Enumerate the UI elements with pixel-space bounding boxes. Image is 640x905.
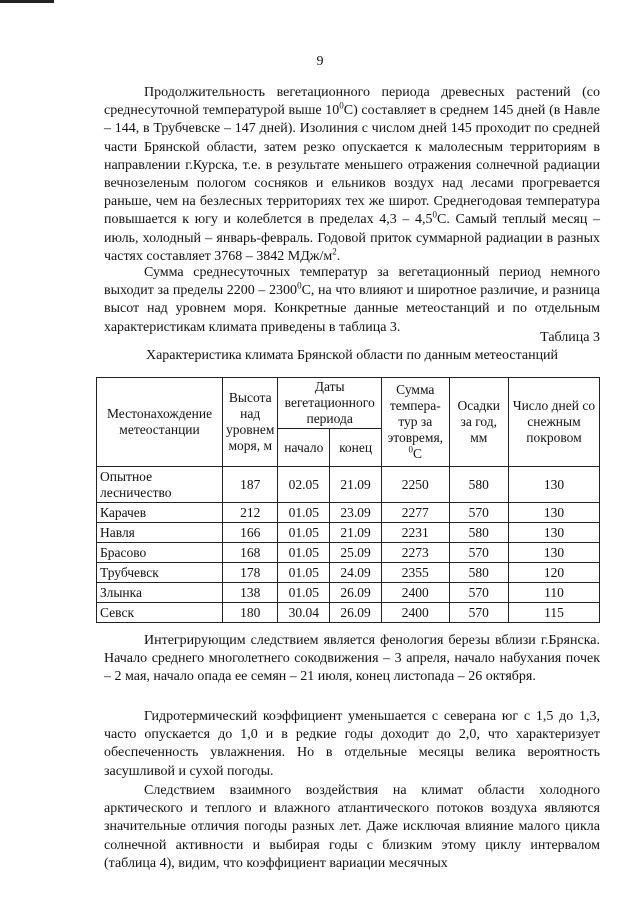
header-start: начало xyxy=(278,429,330,467)
table-number: Таблица 3 xyxy=(540,330,600,345)
header-end: конец xyxy=(330,429,382,467)
end-cell: 26.09 xyxy=(330,603,382,623)
header-dates: Даты вегетационного периода xyxy=(278,378,382,429)
header-station: Местонахождение метеостанции xyxy=(97,378,223,467)
paragraph-weather-variation: Следствием взаимного воздействия на климат области холодного арктического и теплого и влажного атлантического потоков воздуха являются значительные отличия погоды разных лет. Даже исключая влияние малого цикла солнечной активности и выбирая годы с близким этому циклу интервалом (таблица 4), видим, что коэффициент вариации месячных xyxy=(104,783,600,871)
table-row xyxy=(97,503,600,523)
table-row xyxy=(97,583,600,603)
station-cell: Опытное лесничество xyxy=(97,467,223,503)
snow-days-cell: 110 xyxy=(508,583,599,603)
table-caption: Характеристика климата Брянской области по данным метеостанций xyxy=(145,348,559,363)
table-row xyxy=(97,543,600,563)
station-cell: Трубчевск xyxy=(97,563,223,583)
height-cell: 180 xyxy=(223,603,278,623)
table-row xyxy=(97,563,600,583)
end-cell: 26.09 xyxy=(330,583,382,603)
station-cell: Брасово xyxy=(97,543,223,563)
station-cell: Злынка xyxy=(97,583,223,603)
station-cell: Навля xyxy=(97,523,223,543)
precip-cell: 570 xyxy=(449,603,508,623)
height-cell: 212 xyxy=(223,503,278,523)
end-cell: 23.09 xyxy=(330,503,382,523)
height-cell: 178 xyxy=(223,563,278,583)
table-row xyxy=(97,603,600,623)
temp-sum-cell: 2277 xyxy=(381,503,449,523)
page-number: 9 xyxy=(316,54,324,69)
temp-sum-cell: 2231 xyxy=(381,523,449,543)
temp-sum-cell: 2250 xyxy=(381,467,449,503)
snow-days-cell: 130 xyxy=(508,503,599,523)
paragraph-birch-phenology: Интегрирующим следствием является фенология березы вблизи г.Брянска. Начало среднего многолетнего сокодвижения – 3 апреля, начало набухания почек – 2 мая, начало опада ее семян – 21 июля, конец листопада – 26 октября. xyxy=(104,633,600,685)
end-cell: 25.09 xyxy=(330,543,382,563)
table-row xyxy=(97,467,600,503)
start-cell: 01.05 xyxy=(278,543,330,563)
snow-days-cell: 130 xyxy=(508,523,599,543)
precip-cell: 570 xyxy=(449,503,508,523)
start-cell: 02.05 xyxy=(278,467,330,503)
paragraph-vegetation-period: Продолжительность вегетационного периода древесных растений (со среднесуточной температурой выше $10^0С$) составляет в среднем 145 дней (в Навле – 144, в Трубчевске – 147 дней). Изолиния с числом дней 145 проходит по средней части Брянской области, затем резко опускается к малолесным территориям в направлении г.Курска, т.е. в результате меньшего отражения солнечной радиации вечнозеленым пологом сосняков и ельников воздух над лесами прогревается раньше, чем на безлесных территориях тех же широт. Среднегодовая температура повышается к югу и колеблется в пределах $4,3 - 4,5^0С$. Самый теплый месяц – июль, холодный – январь-февраль. Годовой приток суммарной радиации в разных частях составляет 3768 – 3842 МДж/$м^2$. xyxy=(104,85,600,264)
precip-cell: 570 xyxy=(449,543,508,563)
table-row xyxy=(97,523,600,543)
precip-cell: 580 xyxy=(449,467,508,503)
header-snow-days: Число дней со снежным покровом xyxy=(508,378,599,467)
height-cell: 166 xyxy=(223,523,278,543)
station-cell: Карачев xyxy=(97,503,223,523)
start-cell: 01.05 xyxy=(278,503,330,523)
scan-corner-mark xyxy=(0,0,54,3)
end-cell: 21.09 xyxy=(330,467,382,503)
header-precip: Осадки за год, мм xyxy=(449,378,508,467)
climate-table xyxy=(96,377,600,623)
paragraph-hydrothermal: Гидротермический коэффициент уменьшается с северана юг с 1,5 до 1,3, часто опускается до 1,0 и в редкие годы доходит до 2,0, что характеризует обеспеченность увлажнения. Но в отдельные месяцы велика вероятность засушливой и сухой погоды. xyxy=(104,709,600,779)
header-temp-sum: Сумма темпера-тур за этовремя, $^0$С xyxy=(381,378,449,467)
height-cell: 138 xyxy=(223,583,278,603)
header-height: Высота над уровнем моря, м xyxy=(223,378,278,467)
start-cell: 01.05 xyxy=(278,583,330,603)
precip-cell: 580 xyxy=(449,563,508,583)
temp-sum-cell: 2400 xyxy=(381,603,449,623)
start-cell: 30.04 xyxy=(278,603,330,623)
temp-sum-cell: 2400 xyxy=(381,583,449,603)
start-cell: 01.05 xyxy=(278,523,330,543)
height-cell: 187 xyxy=(223,467,278,503)
snow-days-cell: 130 xyxy=(508,467,599,503)
end-cell: 21.09 xyxy=(330,523,382,543)
precip-cell: 580 xyxy=(449,523,508,543)
temp-sum-cell: 2273 xyxy=(381,543,449,563)
height-cell: 168 xyxy=(223,543,278,563)
precip-cell: 570 xyxy=(449,583,508,603)
snow-days-cell: 120 xyxy=(508,563,599,583)
snow-days-cell: 130 xyxy=(508,543,599,563)
paragraph-temperature-sum: Сумма среднесуточных температур за вегетационный период немного выходит за пределы 2200 – 2300$^0$С, на что влияют и широтное различие, и разница высот над уровнем моря. Конкретные данные метеостанций и по отдельным характеристикам климата приведены в таблица 3. xyxy=(104,265,600,335)
end-cell: 24.09 xyxy=(330,563,382,583)
start-cell: 01.05 xyxy=(278,563,330,583)
station-cell: Севск xyxy=(97,603,223,623)
temp-sum-cell: 2355 xyxy=(381,563,449,583)
snow-days-cell: 115 xyxy=(508,603,599,623)
